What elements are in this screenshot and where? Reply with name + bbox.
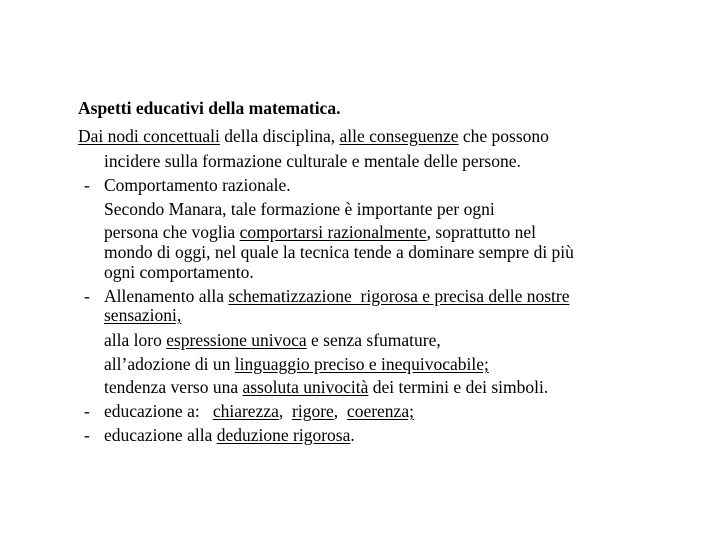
bullet-dash-1: - — [84, 175, 90, 195]
item2-underlined-language: linguaggio preciso e inequivocabile; — [234, 354, 489, 374]
item2-line-1 — [104, 286, 570, 306]
item1-line-2-end: , soprattutto nel — [426, 222, 537, 242]
item4-line — [104, 425, 355, 445]
item2-line-2: sensazioni, — [104, 305, 182, 325]
item1-line-3: mondo di oggi, nel quale la tecnica tende a dominare sempre di più — [104, 242, 574, 262]
item1-heading: Comportamento razionale. — [104, 175, 291, 195]
intro-line-2: incidere sulla formazione culturale e mentale delle persone. — [104, 151, 521, 171]
item4-end: . — [350, 425, 355, 445]
item2-line-3-end: e senza sfumature, — [306, 330, 441, 350]
item4-underlined-deduction: deduzione rigorosa — [216, 425, 351, 445]
item2-line-4 — [104, 354, 489, 374]
intro-text-end: che possono — [458, 126, 549, 146]
item3-sep-1: , — [278, 401, 292, 421]
intro-underlined-concepts: Dai nodi concettuali — [78, 126, 220, 146]
item1-line-4: ogni comportamento. — [104, 262, 254, 282]
bullet-dash-3: - — [84, 401, 90, 421]
intro-line-1 — [78, 126, 549, 146]
item2-line-5 — [104, 377, 548, 397]
item2-line-4-text: all’adozione di un — [104, 354, 235, 374]
item2-underlined-univocity: assoluta univocità — [242, 377, 369, 397]
item4-text: educazione alla — [104, 425, 217, 445]
item2-underlined-schematization: schematizzazione rigorosa e precisa delle nostre — [228, 286, 570, 306]
item1-line-2 — [104, 222, 536, 242]
intro-text: della disciplina, — [219, 126, 340, 146]
item3-underlined-clarity: chiarezza — [212, 401, 279, 421]
item3-underlined-coherence: coerenza; — [346, 401, 414, 421]
item2-line-5-end: dei termini e dei simboli. — [368, 377, 549, 397]
bullet-dash-2: - — [84, 286, 90, 306]
intro-underlined-consequences: alle conseguenze — [339, 126, 459, 146]
item2-line-3-text: alla loro — [104, 330, 167, 350]
item3-underlined-rigor: rigore — [292, 401, 334, 421]
item2-line-3 — [104, 330, 441, 350]
slide-title: Aspetti educativi della matematica. — [78, 98, 341, 118]
item2-underlined-expression: espressione univoca — [166, 330, 307, 350]
bullet-dash-4: - — [84, 425, 90, 445]
item3-sep-2: , — [333, 401, 347, 421]
item3-line — [104, 401, 414, 421]
item1-line-1: Secondo Manara, tale formazione è importante per ogni — [104, 199, 495, 219]
item2-line-1-text: Allenamento alla — [104, 286, 229, 306]
item1-underlined-rational: comportarsi razionalmente — [239, 222, 427, 242]
item3-text: educazione a: — [104, 401, 213, 421]
item2-line-5-text: tendenza verso una — [104, 377, 243, 397]
item1-line-2-text: persona che voglia — [104, 222, 240, 242]
